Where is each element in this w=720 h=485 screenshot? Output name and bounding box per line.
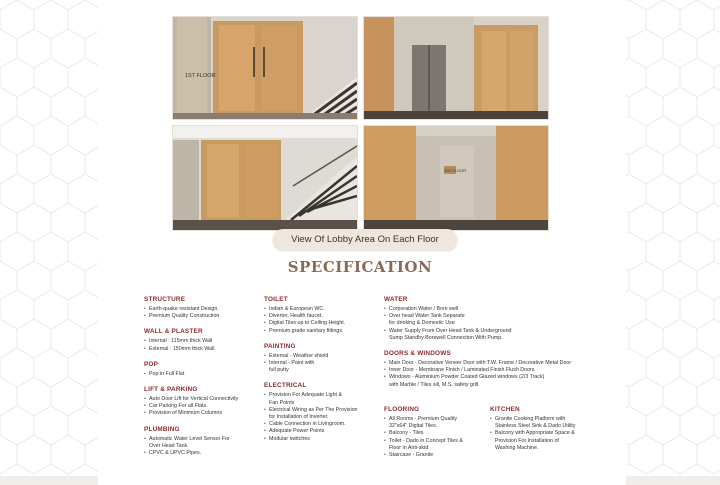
lobby-photo-3 xyxy=(172,125,358,231)
doors-windows-heading: DOORS & WINDOWS xyxy=(384,350,451,358)
lift-parking-item: • Car Parking For all Flats. xyxy=(144,403,254,410)
pop-heading: POP xyxy=(144,360,159,368)
water-item-cont: Sump Standby Borewell Connection With Pump. xyxy=(389,334,503,341)
electrical-item: • Modular switches xyxy=(264,436,374,443)
plumbing-heading: PLUMBING xyxy=(144,425,180,433)
lobby-photo-1-image xyxy=(173,17,357,119)
flooring-item-cont: 32"x64" Digital Tiles. xyxy=(389,423,438,430)
flooring-item: • Staircase - Granite xyxy=(384,452,484,459)
lobby-photo-4-image xyxy=(364,126,548,230)
flooring-heading: FLOORING xyxy=(384,406,420,413)
wall-plaster-heading: WALL & PLASTER xyxy=(144,328,203,336)
spec-column-1 xyxy=(144,296,254,465)
lift-parking-item: • Provision of Minimum Columns xyxy=(144,410,254,417)
lobby-photo-1 xyxy=(172,16,358,120)
spec-pop xyxy=(144,361,254,378)
doors-windows-item: • Windows - Aluminium Powder Coated Glazed windows (2/3 Track) xyxy=(384,374,604,381)
lobby-photo-2-image xyxy=(364,17,548,119)
spec-structure xyxy=(144,296,254,320)
lobby-photo-2 xyxy=(363,16,549,120)
spec-flooring xyxy=(384,406,484,459)
electrical-item: • Provision For Adequate Light & xyxy=(264,392,374,399)
electrical-item-cont: for Installation of Inverter. xyxy=(269,414,329,421)
structure-item: • Premium Quality Construction xyxy=(144,313,254,320)
flooring-item-cont: Floor in Anti-skid xyxy=(389,444,429,451)
water-item-cont: for drinking & Domestic Use xyxy=(389,320,455,327)
toilet-item: • Digital Tiles up to Ceiling Height. xyxy=(264,320,374,327)
lobby-photo-4 xyxy=(363,125,549,231)
painting-item: • Internal - Paint with xyxy=(264,360,374,367)
plumbing-item-cont: Over Head Tank. xyxy=(149,442,189,449)
water-item: • Corporation Water / Bore well xyxy=(384,306,604,313)
electrical-heading: ELECTRICAL xyxy=(264,382,307,390)
water-item: • Over head Water Tank Separate xyxy=(384,313,604,320)
electrical-item-cont: Fan Points xyxy=(269,399,295,406)
water-item: • Water Supply From Over Head Tank & Underground xyxy=(384,328,604,335)
pop-item: • Pop in Full Flat xyxy=(144,371,254,378)
painting-item-cont: full putty xyxy=(269,367,289,374)
plumbing-item: • CPVC & UPVC Pipes. xyxy=(144,450,254,457)
plumbing-item: • Automatic Water Level Sensor For xyxy=(144,436,254,443)
spec-lift-parking xyxy=(144,386,254,418)
floor-sign-1: 1ST FLOOR xyxy=(185,73,216,79)
spec-column-2 xyxy=(264,296,374,451)
electrical-item: • Electrical Wiring as Per The Provision xyxy=(264,407,374,414)
doors-windows-item: • Main Door - Decorative Veneer Door with T.W. Frame / Decorative Metal Door xyxy=(384,360,604,367)
lift-parking-item: • Auto Door Lift for Vertical Connectivity xyxy=(144,396,254,403)
kitchen-item: • Granite Cooking Platform with xyxy=(490,416,608,423)
toilet-item: • Premium grade sanitary fittings. xyxy=(264,328,374,335)
floor-sign-4: 1ST FLOOR xyxy=(444,168,467,173)
water-heading: WATER xyxy=(384,296,408,303)
spec-painting xyxy=(264,343,374,375)
electrical-item: • Cable Connection in Livingroom. xyxy=(264,421,374,428)
electrical-item: • Adequate Power Points xyxy=(264,428,374,435)
painting-heading: PAINTING xyxy=(264,342,296,350)
spec-electrical xyxy=(264,382,374,442)
spec-column-3 xyxy=(384,296,604,397)
doors-windows-item-cont: with Marble / Tiles sill, M.S. safety grill. xyxy=(389,381,480,388)
lift-parking-heading: LIFT & PARKING xyxy=(144,386,198,394)
toilet-item: • Indian & European WC. xyxy=(264,306,374,313)
flooring-item: • All Rooms - Premium Quality xyxy=(384,416,484,423)
spec-toilet xyxy=(264,296,374,335)
kitchen-item-cont: Washing Machine. xyxy=(495,444,539,451)
lobby-caption: View Of Lobby Area On Each Floor xyxy=(273,229,457,250)
specification-title: SPECIFICATION xyxy=(287,258,433,276)
wall-plaster-item: • Internal : 115mm thick Wall xyxy=(144,338,254,345)
spec-plumbing xyxy=(144,426,254,458)
spec-water xyxy=(384,296,604,342)
kitchen-item-cont: Stainless Steel Sink & Dado Utility xyxy=(495,423,576,430)
structure-item: • Earth-quake resistant Design. xyxy=(144,306,254,313)
wall-plaster-item: • External : 150mm thick Wall xyxy=(144,346,254,353)
toilet-item: • Diverter, Health faucet. xyxy=(264,313,374,320)
kitchen-item-cont: Provision For Installation of xyxy=(495,437,559,444)
spec-doors-windows xyxy=(384,350,604,389)
flooring-item: • Balcony - Tiles xyxy=(384,430,484,437)
toilet-heading: TOILET xyxy=(264,296,288,303)
lobby-photo-3-image xyxy=(173,126,357,230)
structure-heading: STRUCTURE xyxy=(144,296,186,303)
flooring-item: • Toilet - Dado in Concept Tiles & xyxy=(384,438,484,445)
kitchen-item: • Balcony with Appropriate Space & xyxy=(490,430,608,437)
spec-kitchen xyxy=(490,406,608,452)
spec-wall-plaster xyxy=(144,328,254,352)
painting-item: • External - Weather shield xyxy=(264,353,374,360)
doors-windows-item: • Inner Door - Membrane Finish / Laminated Finish Flush Doors xyxy=(384,367,604,374)
kitchen-heading: KITCHEN xyxy=(490,406,520,413)
